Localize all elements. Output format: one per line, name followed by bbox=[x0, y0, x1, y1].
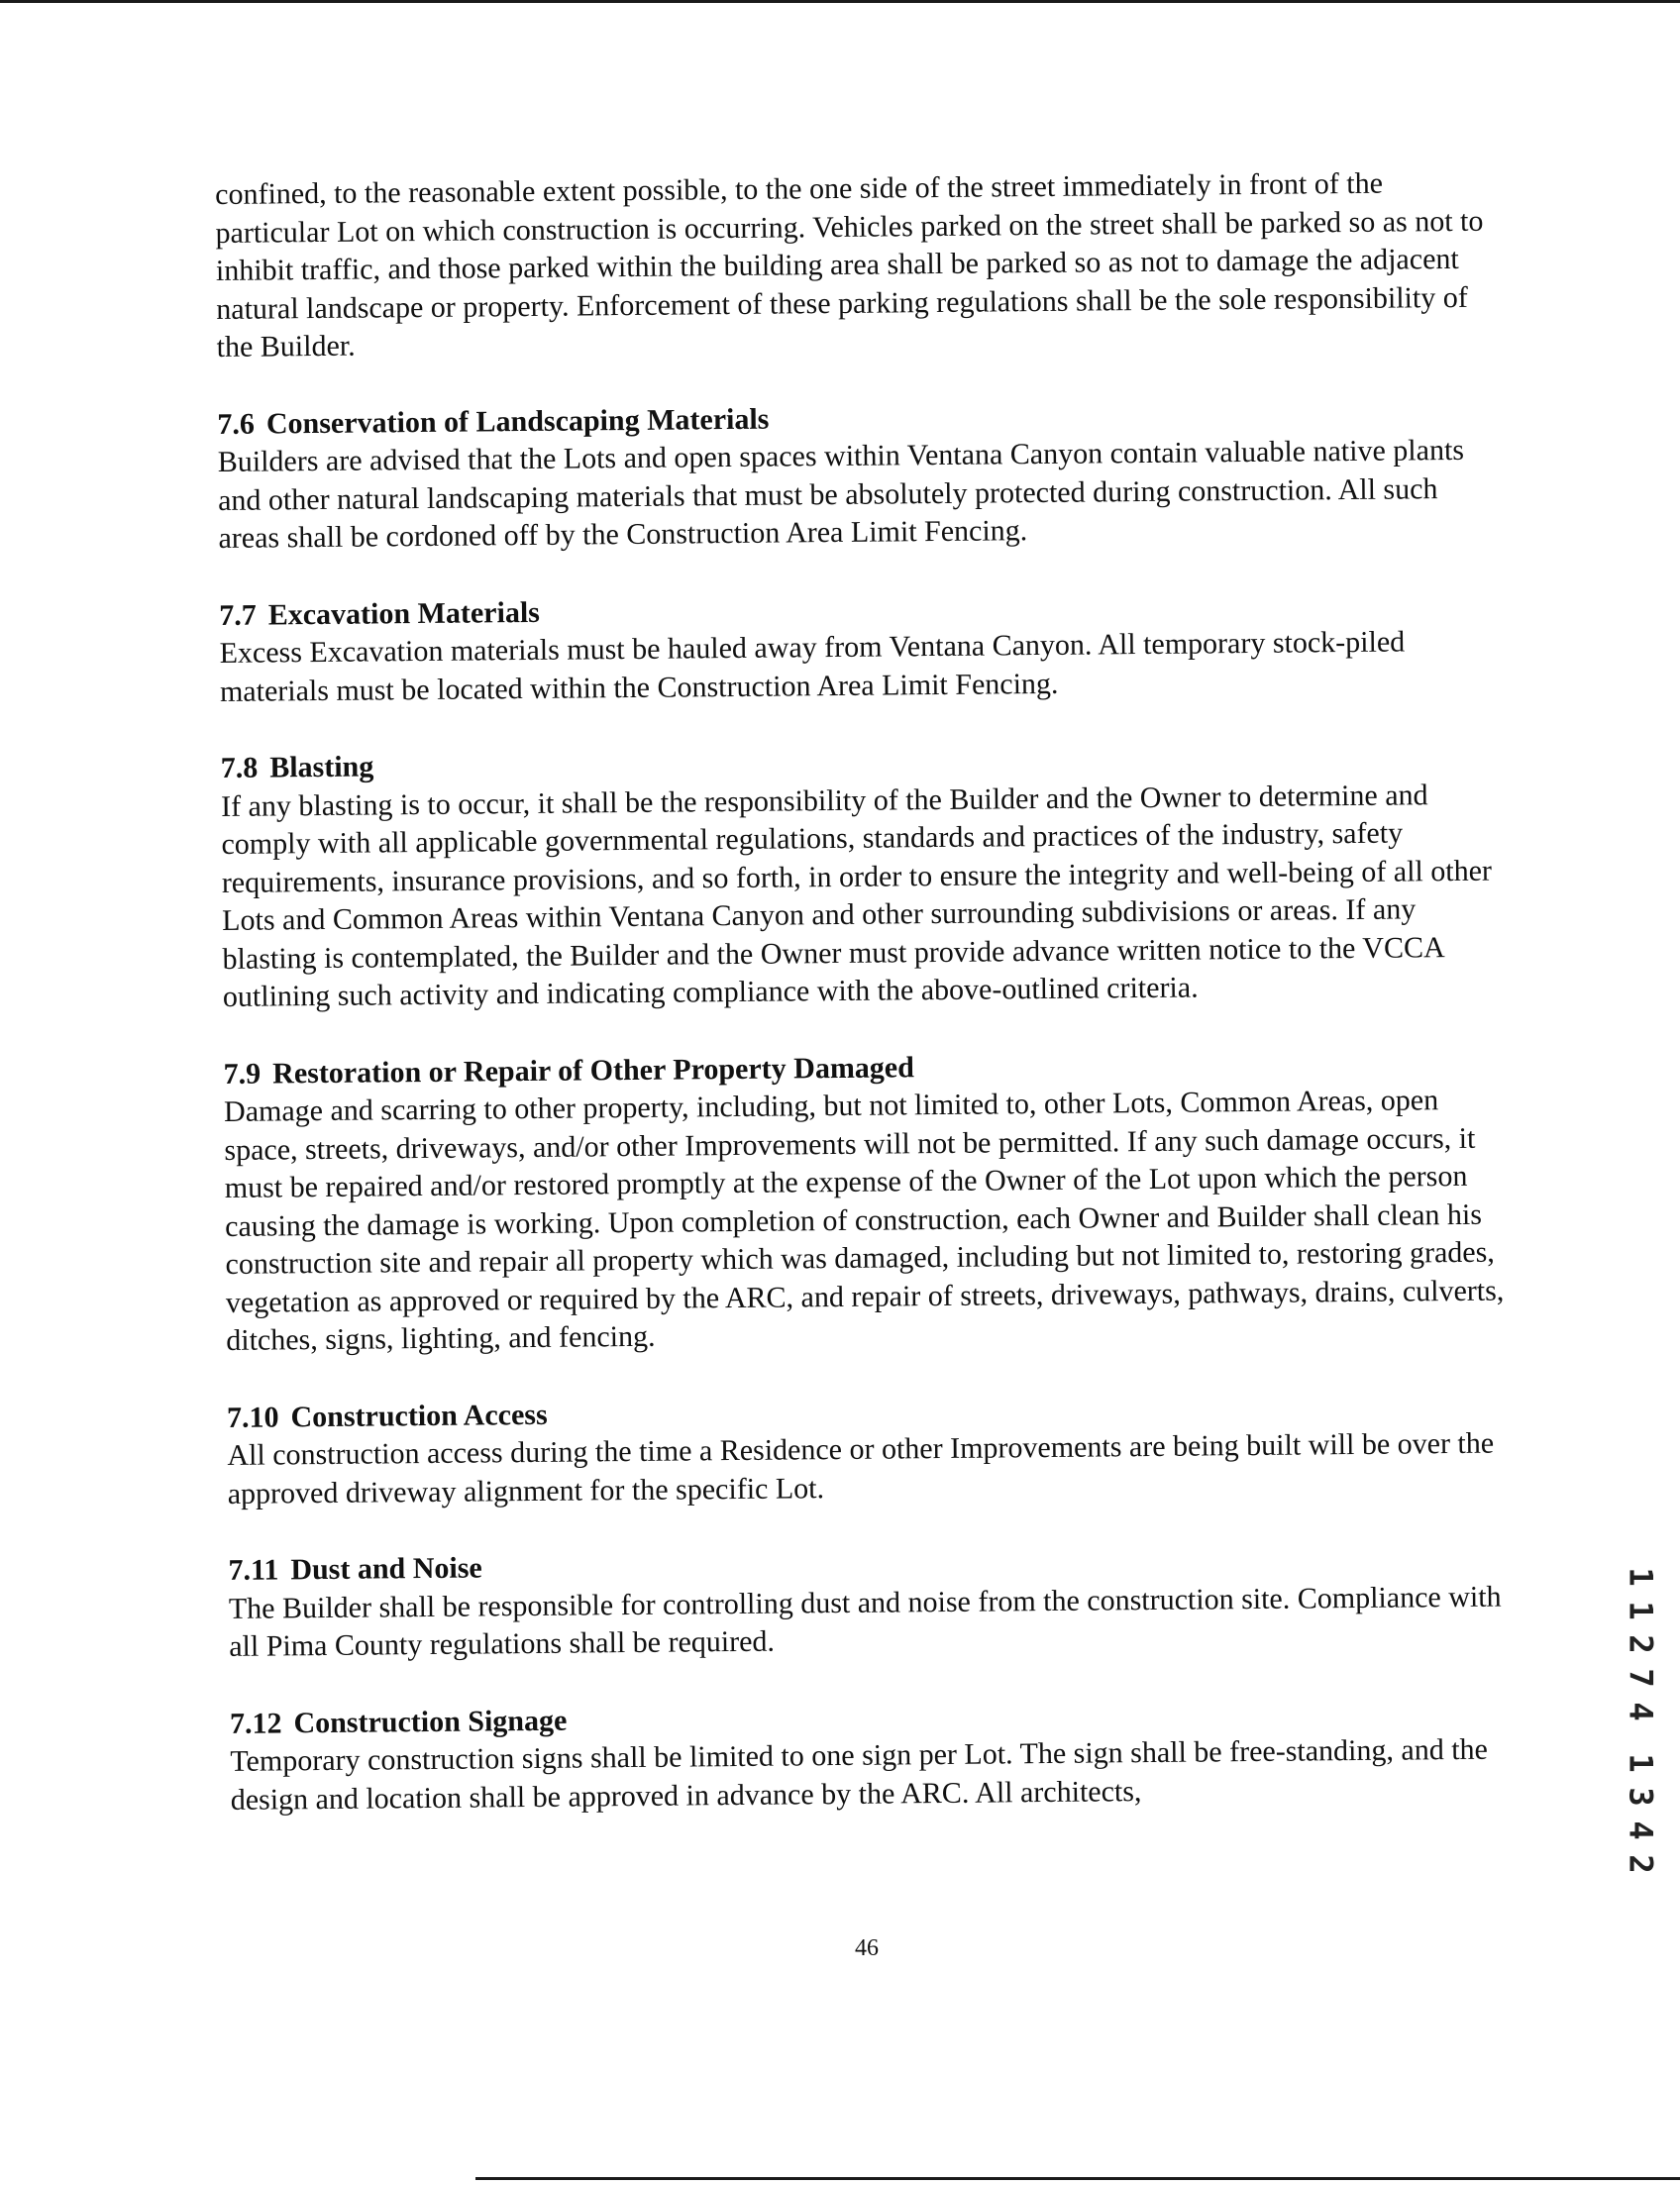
section-number: 7.9 bbox=[223, 1057, 262, 1091]
section-body: Temporary construction signs shall be limited to one sign per Lot. The sign shall be free-standing, and the design and location shall be approved in advance by the ARC. All architects, bbox=[230, 1732, 1489, 1817]
section-title: Conservation of Landscaping Materials bbox=[265, 402, 770, 441]
section-7-8 bbox=[221, 737, 1512, 1016]
section-7-12 bbox=[230, 1693, 1519, 1820]
section-7-7 bbox=[219, 584, 1508, 711]
stamp-digit: 4 bbox=[1622, 1702, 1660, 1721]
section-7-11 bbox=[228, 1539, 1517, 1666]
section-number: 7.12 bbox=[229, 1706, 282, 1740]
section-title: Excavation Materials bbox=[267, 595, 541, 632]
stamp-digit: 1 bbox=[1622, 1601, 1660, 1620]
opening-paragraph: confined, to the reasonable extent possible, to the one side of the street immediately in front of the particular Lot on which construction is occurring. Vehicles parked on the street shall be parked so as not to inhibit traffic, and those parked within the building area shall be parked so as not to damage the adjacent natural landscape or property. Enforcement of these parking regulations shall be the sole responsibility of the Builder. bbox=[215, 166, 1484, 364]
page-body bbox=[215, 164, 1519, 1820]
stamp-digit: 7 bbox=[1622, 1668, 1660, 1688]
section-number: 7.7 bbox=[219, 598, 257, 632]
section-body: Damage and scarring to other property, including, but not limited to, other Lots, Common Areas, open space, streets, driveways, and/or other Improvements will not be permitted. If any such damage occurs, it must be repaired and/or restored promptly at the expense of the Owner of the Lot upon which the person causing the damage is working. Upon completion of construction, each Owner and Builder shall clean his construction site and repair all property which was damaged, including but not limited to, restoring grades, vegetation as approved or required by the ARC, and repair of streets, driveways, pathways, drains, culverts, ditches, signs, lighting, and fencing. bbox=[223, 1084, 1505, 1357]
section-7-6 bbox=[217, 393, 1506, 558]
section-number: 7.11 bbox=[228, 1553, 279, 1587]
section-title: Restoration or Repair of Other Property Damaged bbox=[272, 1050, 914, 1090]
section-body: Excess Excavation materials must be hauled away from Ventana Canyon. All temporary stock-piled materials must be located within the Construction Area Limit Fencing. bbox=[219, 625, 1406, 708]
section-number: 7.6 bbox=[217, 407, 256, 441]
margin-docket-stamp bbox=[1622, 1560, 1661, 1881]
section-7-10 bbox=[227, 1387, 1516, 1513]
section-number: 7.8 bbox=[220, 751, 259, 784]
section-title: Construction Access bbox=[290, 1398, 548, 1433]
page-number: 46 bbox=[855, 1935, 879, 1961]
section-body: Builders are advised that the Lots and open spaces within Ventana Canyon contain valuable native plants and other natural landscaping materials that must be absolutely protected during construction. All such areas shall be cordoned off by the Construction Area Limit Fencing. bbox=[217, 433, 1465, 555]
stamp-digit: 1 bbox=[1622, 1567, 1660, 1587]
section-7-9 bbox=[224, 1043, 1515, 1360]
top-scan-border bbox=[0, 0, 1680, 3]
section-body: If any blasting is to occur, it shall be the responsibility of the Builder and the Owner to determine and comply with all applicable governmental regulations, standards and practices of the industry, safety requirements, insurance provisions, and so forth, in order to ensure the integrity and well-being of all other Lots and Common Areas within Ventana Canyon and other surrounding subdivisions or areas. If any blasting is contemplated, the Builder and the Owner must provide advance written notice to the VCCA outlining such activity and indicating compliance with the above-outlined criteria. bbox=[220, 778, 1493, 1013]
section-number: 7.10 bbox=[226, 1400, 279, 1434]
section-title: Blasting bbox=[269, 750, 374, 784]
stamp-digit: 2 bbox=[1622, 1854, 1660, 1874]
bottom-scan-border bbox=[475, 2177, 1680, 2180]
section-body: All construction access during the time a Residence or other Improvements are being built will be over the approved driveway alignment for the specific Lot. bbox=[227, 1426, 1495, 1510]
stamp-digit: 1 bbox=[1622, 1753, 1660, 1773]
section-body: The Builder shall be responsible for controlling dust and noise from the construction site. Compliance with all Pima County regulations shall be required. bbox=[228, 1580, 1502, 1663]
stamp-digit: 2 bbox=[1622, 1634, 1660, 1654]
stamp-digit: 4 bbox=[1622, 1821, 1660, 1840]
section-title: Construction Signage bbox=[293, 1704, 568, 1739]
stamp-digit: 3 bbox=[1622, 1787, 1660, 1807]
section-title: Dust and Noise bbox=[290, 1551, 482, 1587]
